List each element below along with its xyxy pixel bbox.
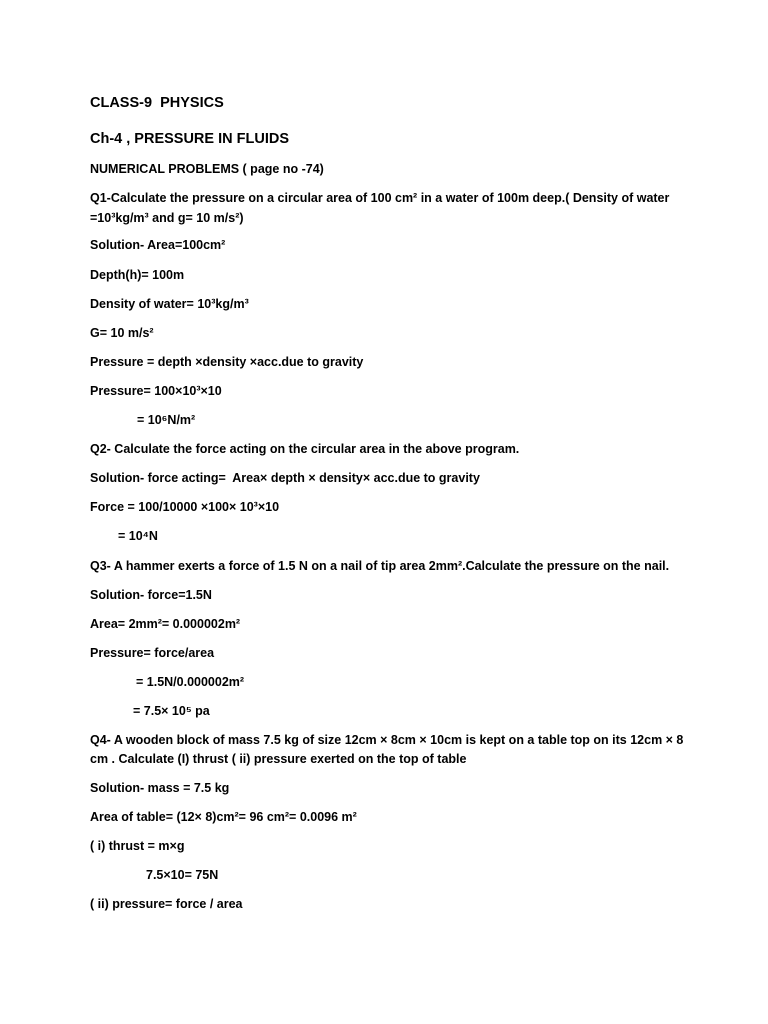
q1-substitution-line: Pressure= 100×10³×10 (90, 384, 222, 398)
q2-answer-line: = 10⁴N (118, 529, 158, 543)
q1-solution-line: Solution- Area=100cm² (90, 238, 226, 252)
q4-solution-line: Solution- mass = 7.5 kg (90, 781, 230, 795)
q3-area-line: Area= 2mm²= 0.000002m² (90, 617, 241, 631)
q1-gravity-line: G= 10 m/s² (90, 326, 154, 340)
q2-solution-line: Solution- force acting= Area× depth × density× acc.due to gravity (90, 471, 480, 485)
class-title: CLASS-9 PHYSICS (90, 95, 224, 111)
q4-area-line: Area of table= (12× 8)cm²= 96 cm²= 0.0096 m² (90, 810, 357, 824)
q3-formula-line: Pressure= force/area (90, 646, 215, 660)
q3-solution-line: Solution- force=1.5N (90, 588, 212, 602)
q1-question-line1: Q1-Calculate the pressure on a circular area of 100 cm² in a water of 100m deep.( Density of water (90, 191, 670, 205)
q1-density-line: Density of water= 10³kg/m³ (90, 297, 249, 311)
q3-answer-line: = 7.5× 10⁵ pa (133, 704, 210, 718)
q3-question-line: Q3- A hammer exerts a force of 1.5 N on a nail of tip area 2mm².Calculate the pressure on the nail. (90, 559, 670, 573)
q4-question-line2: cm . Calculate (I) thrust ( ii) pressure exerted on the top of table (90, 752, 467, 766)
q1-answer-line: = 10⁶N/m² (137, 413, 196, 427)
q2-substitution-line: Force = 100/10000 ×100× 10³×10 (90, 500, 280, 514)
q1-formula-line: Pressure = depth ×density ×acc.due to gravity (90, 355, 364, 369)
q2-question-line: Q2- Calculate the force acting on the circular area in the above program. (90, 442, 520, 456)
q4-thrust-formula-line: ( i) thrust = m×g (90, 839, 185, 853)
q4-pressure-formula-line: ( ii) pressure= force / area (90, 897, 243, 911)
q1-depth-line: Depth(h)= 100m (90, 268, 185, 282)
q4-question-line1: Q4- A wooden block of mass 7.5 kg of size 12cm × 8cm × 10cm is kept on a table top on its 12cm × 8 (90, 733, 684, 747)
q4-thrust-answer-line: 7.5×10= 75N (146, 868, 219, 882)
q1-question-line2: =10³kg/m³ and g= 10 m/s²) (90, 211, 244, 225)
chapter-title: Ch-4 , PRESSURE IN FLUIDS (90, 131, 289, 147)
section-title: NUMERICAL PROBLEMS ( page no -74) (90, 162, 324, 176)
q3-substitution-line: = 1.5N/0.000002m² (136, 675, 245, 689)
